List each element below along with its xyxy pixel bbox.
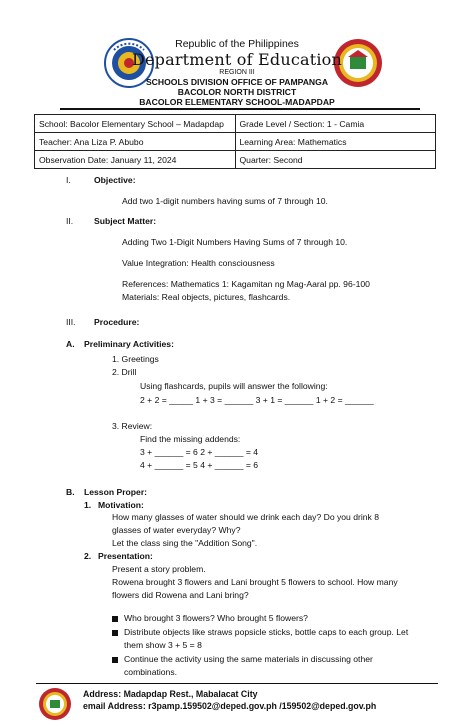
motivation-line-1: How many glasses of water should we drink each day? Do you drink 8 (112, 512, 380, 522)
republic-line: Republic of the Philippines (175, 38, 299, 50)
table-row (35, 151, 436, 169)
lesson-letter: B. (66, 487, 75, 497)
bullet-square-icon (112, 657, 118, 663)
table-row (35, 115, 436, 133)
region-line: REGION III (219, 69, 255, 76)
objective-text: Add two 1-digit numbers having sums of 7 through 10. (122, 196, 328, 206)
bullet-item: Distribute objects like straws popsicle sticks, bottle caps to each group. Let (124, 627, 409, 637)
value-integration: Value Integration: Health consciousness (122, 258, 275, 268)
footer-divider (36, 683, 438, 684)
date-cell: Observation Date: January 11, 2024 (35, 151, 236, 169)
prelim-item-greetings: 1. Greetings (112, 354, 159, 364)
section-ii-title: Subject Matter: (94, 216, 157, 226)
presentation-line-2: Rowena brought 3 flowers and Lani brought 5 flowers to school. How many (112, 577, 398, 587)
section-iii-title: Procedure: (94, 317, 140, 327)
division-line: SCHOOLS DIVISION OFFICE OF PAMPANGA (145, 77, 329, 87)
grade-cell: Grade Level / Section: 1 - Camia (235, 115, 436, 133)
motivation-line-3: Let the class sing the "Addition Song". (112, 538, 258, 548)
section-iii-number: III. (66, 317, 76, 327)
materials: Materials: Real objects, pictures, flashcards. (122, 292, 291, 302)
footer-email: email Address: r3pamp.159502@deped.gov.ph /159502@deped.gov.ph (83, 701, 377, 711)
presentation-line-1: Present a story problem. (112, 564, 206, 574)
footer-school-seal (38, 687, 72, 721)
bullet-square-icon (112, 616, 118, 622)
bullet-square-icon (112, 630, 118, 636)
area-cell: Learning Area: Mathematics (235, 133, 436, 151)
section-i-number: I. (66, 175, 71, 185)
bullet-item: Continue the activity using the same materials in discussing other (124, 654, 373, 664)
motivation-number: 1. (84, 500, 92, 510)
quarter-cell: Quarter: Second (235, 151, 436, 169)
presentation-number: 2. (84, 551, 92, 561)
section-i-title: Objective: (94, 175, 136, 185)
section-ii-number: II. (66, 216, 74, 226)
district-line: BACOLOR NORTH DISTRICT (177, 87, 297, 97)
bullet-item-continued: them show 3 + 5 = 8 (124, 640, 202, 650)
motivation-line-2: glasses of water everyday? Why? (112, 525, 241, 535)
presentation-line-3: flowers did Rowena and Lani bring? (112, 590, 249, 600)
lesson-title: Lesson Proper: (84, 487, 148, 497)
motivation-title: Motivation: (98, 500, 144, 510)
school-cell: School: Bacolor Elementary School – Madapdap (35, 115, 236, 133)
drill-text: Using flashcards, pupils will answer the following: (140, 381, 328, 391)
bullet-item-continued: combinations. (124, 667, 178, 677)
info-table (34, 114, 436, 169)
department-title: Department of Education (131, 50, 343, 69)
bullet-item: Who brought 3 flowers? Who brought 5 flowers? (124, 613, 308, 623)
prelim-item-drill: 2. Drill (112, 367, 137, 377)
subject-topic: Adding Two 1-Digit Numbers Having Sums of 7 through 10. (122, 237, 348, 247)
teacher-cell: Teacher: Ana Liza P. Abubo (35, 133, 236, 151)
references: References: Mathematics 1: Kagamitan ng Mag-Aaral pp. 96-100 (122, 279, 370, 289)
presentation-title: Presentation: (98, 551, 153, 561)
review-text: Find the missing addends: (140, 434, 241, 444)
table-row (35, 133, 436, 151)
footer-address: Address: Madapdap Rest., Mabalacat City (83, 689, 258, 699)
review-row-1: 3 + ______ = 6 2 + ______ = 4 (140, 447, 259, 457)
header-divider (60, 108, 420, 110)
prelim-item-review: 3. Review: (112, 421, 153, 431)
prelim-title: Preliminary Activities: (84, 339, 174, 349)
review-row-2: 4 + ______ = 5 4 + ______ = 6 (140, 460, 259, 470)
drill-equations: 2 + 2 = _____ 1 + 3 = ______ 3 + 1 = ______ 1 + 2 = ______ (140, 395, 374, 405)
school-line: BACOLOR ELEMENTARY SCHOOL-MADAPDAP (139, 97, 335, 107)
prelim-letter: A. (66, 339, 75, 349)
